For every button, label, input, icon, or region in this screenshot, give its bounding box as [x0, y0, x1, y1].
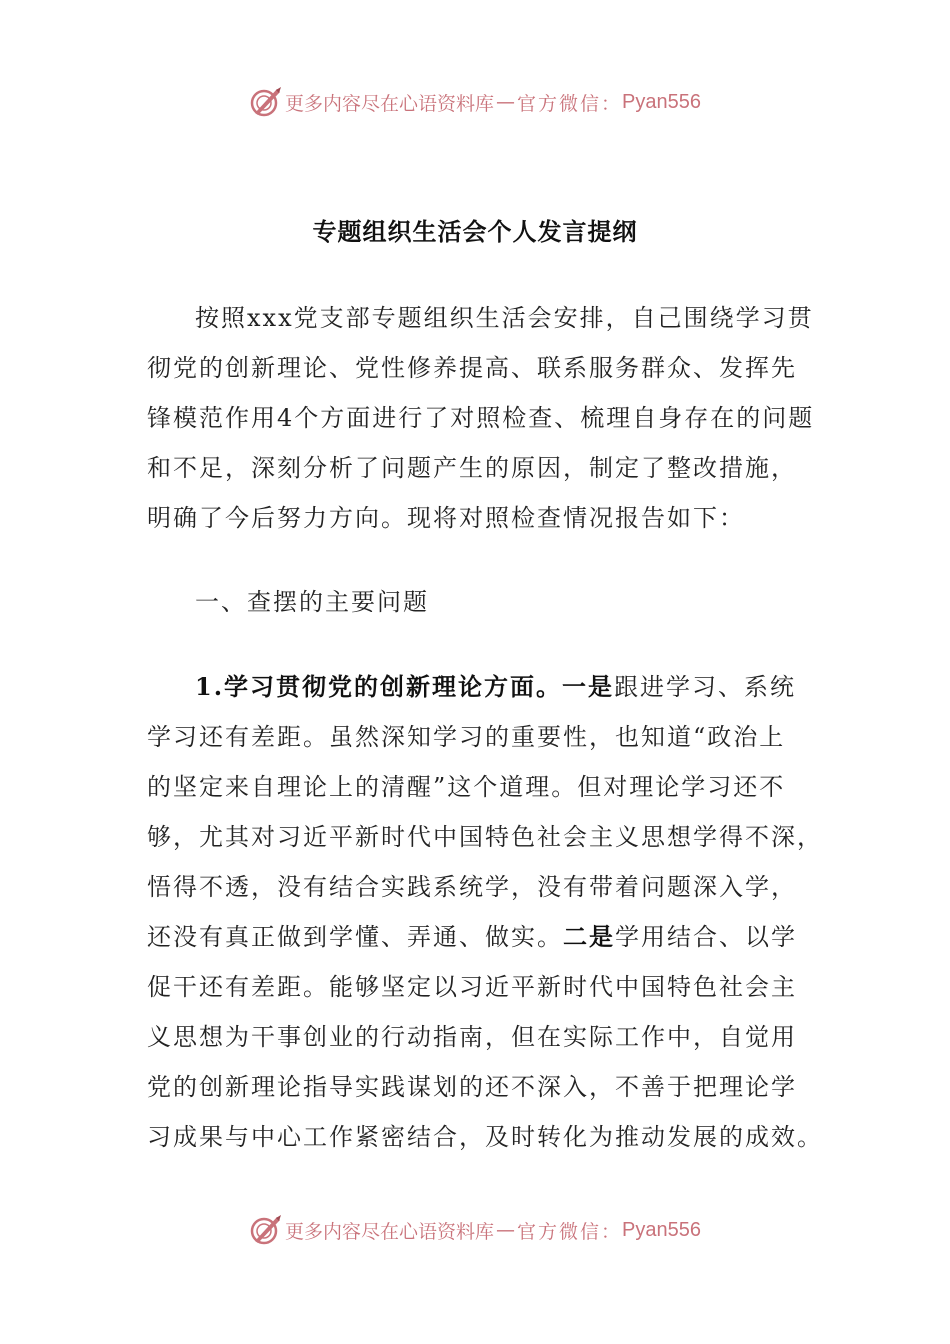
item1-line6-text: 还没有真正做到学懂、弄通、做实。: [147, 923, 563, 951]
item1-line: 促干还有差距。能够坚定以习近平新时代中国特色社会主: [147, 973, 797, 1001]
item1-line: 习成果与中心工作紧密结合，及时转化为推动发展的成效。: [147, 1123, 823, 1151]
item1-line6-bold: 二是: [563, 922, 615, 951]
watermark-dash: —: [496, 1219, 516, 1241]
item1-line1-rest: 跟进学习、系统: [614, 673, 797, 701]
section-heading: [147, 577, 807, 627]
item1-line6-rest: 学用结合、以学: [615, 923, 797, 951]
item1-bold-lead: 1.学习贯彻党的创新理论方面。一是: [195, 672, 615, 701]
item1-line: 够，尤其对习近平新时代中国特色社会主义思想学得不深，: [147, 823, 823, 851]
item1-paragraph: [147, 662, 823, 1162]
item1-line: 悟得不透，没有结合实践系统学，没有带着问题深入学，: [147, 873, 797, 901]
watermark-wechat-label: 官方微信：: [517, 1220, 623, 1243]
section-heading-text: 一、查摆的主要问题: [195, 588, 429, 616]
intro-line: 彻党的创新理论、党性修养提高、联系服务群众、发挥先: [147, 354, 797, 382]
watermark-brand: 更多内容尽在心语资料库: [285, 92, 495, 115]
footer-watermark: [0, 1210, 950, 1250]
intro-line: 锋模范作用4个方面进行了对照检查、梳理自身存在的问题: [147, 404, 815, 432]
item1-line: [147, 912, 807, 962]
item1-line: 学习还有差距。虽然深知学习的重要性，也知道“政治上: [147, 723, 786, 751]
watermark-wechat-id: Pyan556: [622, 1218, 701, 1241]
intro-line: 按照xxx党支部专题组织生活会安排，自己围绕学习贯: [195, 304, 814, 332]
intro-line: 明确了今后努力方向。现将对照检查情况报告如下：: [147, 504, 745, 532]
watermark-wechat-id: Pyan556: [622, 90, 701, 113]
watermark-brand: 更多内容尽在心语资料库: [285, 1220, 495, 1243]
item1-line: [147, 662, 807, 712]
pen-circle-logo-icon: [249, 1213, 283, 1247]
item1-line: 义思想为干事创业的行动指南，但在实际工作中，自觉用: [147, 1023, 797, 1051]
item1-line: 的坚定来自理论上的清醒”这个道理。但对理论学习还不: [147, 773, 786, 801]
intro-paragraph: [147, 293, 815, 543]
intro-line: 和不足，深刻分析了问题产生的原因，制定了整改措施，: [147, 454, 797, 482]
pen-circle-logo-icon: [249, 85, 283, 119]
watermark-wechat-label: 官方微信：: [517, 92, 623, 115]
header-watermark: [0, 82, 950, 122]
item1-line: 党的创新理论指导实践谋划的还不深入，不善于把理论学: [147, 1073, 797, 1101]
document-title: 专题组织生活会个人发言提纲: [312, 217, 638, 246]
watermark-dash: —: [496, 91, 516, 113]
